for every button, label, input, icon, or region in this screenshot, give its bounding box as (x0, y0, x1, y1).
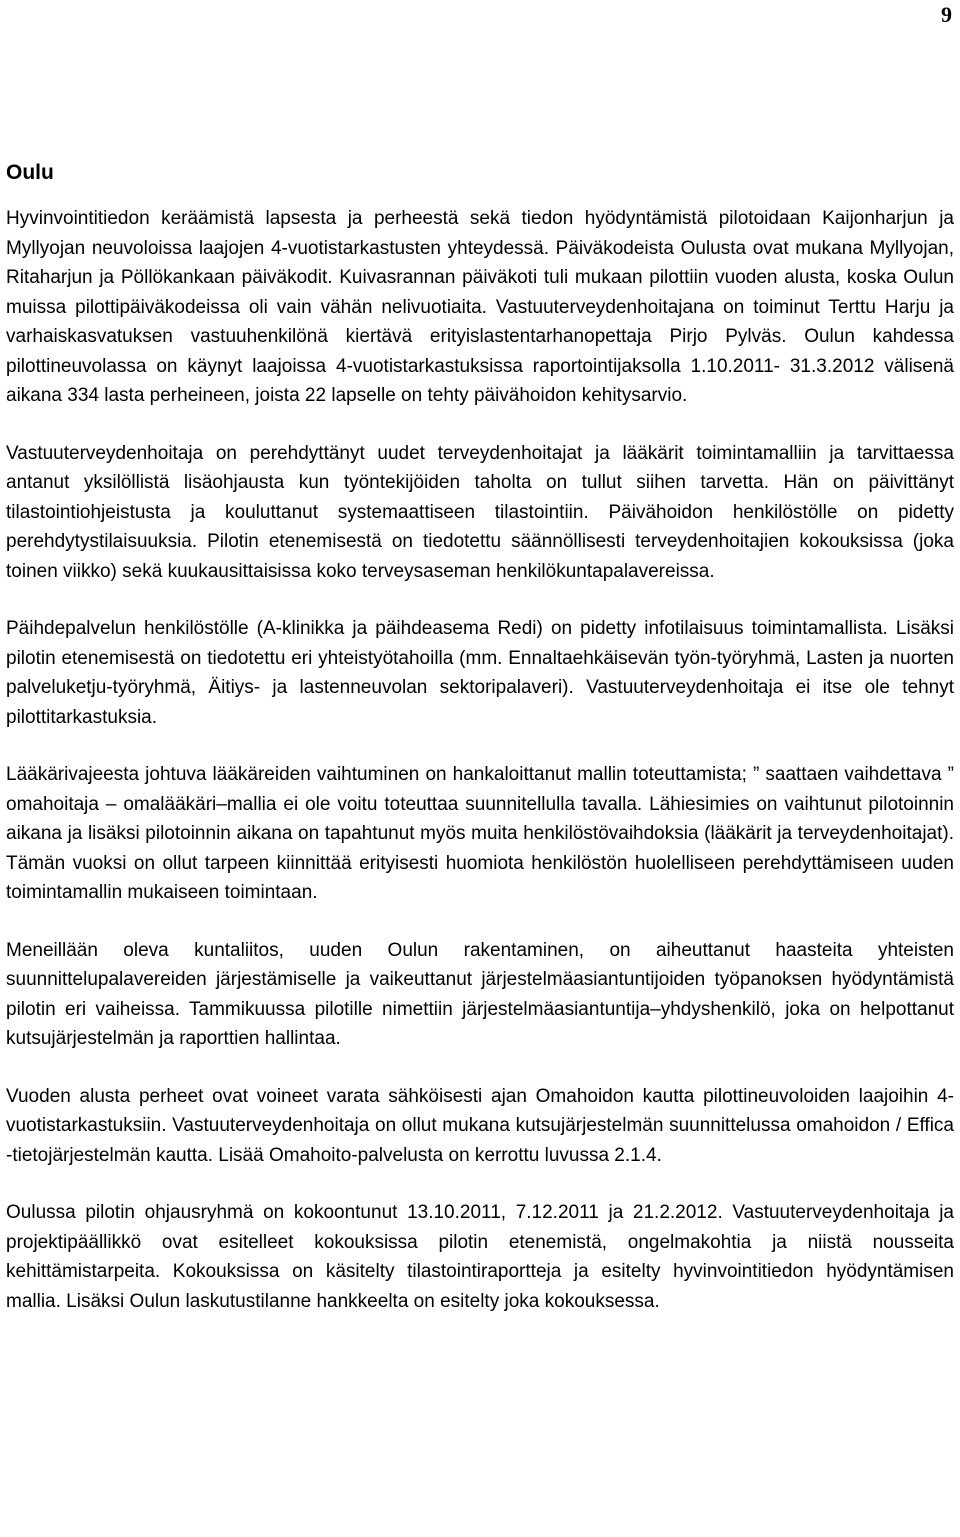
document-body (6, 158, 954, 1316)
paragraph-4: Lääkärivajeesta johtuva lääkäreiden vaihtuminen on hankaloittanut mallin toteuttamista; ” saattaen vaihdettava ” omahoitaja – omalääkäri–mallia ei ole voitu toteuttaa suunnitellulla tavalla. Lähiesimies on vaihtunut pilotoinnin aikana ja lisäksi pilotoinnin aikana on tapahtunut myös muita henkilöstövaihdoksia (lääkärit ja terveydenhoitajat). Tämän vuoksi on ollut tarpeen kiinnittää erityisesti huomiota henkilöstön huolelliseen perehdyttämiseen uuden toimintamallin mukaiseen toimintaan. (6, 764, 954, 903)
paragraph-6: Vuoden alusta perheet ovat voineet varata sähköisesti ajan Omahoidon kautta pilottineuvoloiden laajoihin 4-vuotistarkastuksiin. Vastuuterveydenhoitaja on ollut mukana kutsujärjestelmän suunnittelussa omahoidon / Effica -tietojärjestelmän kautta. Lisää Omahoito-palvelusta on kerrottu luvussa 2.1.4. (6, 1085, 954, 1166)
paragraph-5: Meneillään oleva kuntaliitos, uuden Oulun rakentaminen, on aiheuttanut haasteita yhteisten suunnittelupalavereiden järjestämiselle ja vaikeuttanut järjestelmäasiantuntijoiden työpanoksen hyödyntämistä pilotin eri vaiheissa. Tammikuussa pilotille nimettiin järjestelmäasiantuntija–yhdyshenkilö, joka on helpottanut kutsujärjestelmän ja raporttien hallintaa. (6, 939, 954, 1049)
paragraph-2: Vastuuterveydenhoitaja on perehdyttänyt uudet terveydenhoitajat ja lääkärit toimintamalliin ja tarvittaessa antanut yksilöllistä lisäohjausta kun työntekijöiden taholta on tullut siihen tarvetta. Hän on päivittänyt tilastointiohjeistusta ja kouluttanut systemaattiseen tilastointiin. Päivähoidon henkilöstölle on pidetty perehdytystilaisuuksia. Pilotin etenemisestä on tiedotettu säännöllisesti terveydenhoitajien kokouksissa (joka toinen viikko) sekä kuukausittaisissa koko terveysaseman henkilökuntapalavereissa. (6, 442, 954, 582)
page-number: 9 (941, 2, 952, 27)
section-heading: Oulu (6, 161, 54, 184)
paragraph-1: Hyvinvointitiedon keräämistä lapsesta ja perheestä sekä tiedon hyödyntämistä pilotoidaan Kaijonharjun ja Myllyojan neuvoloissa laajojen 4-vuotistarkastusten yhteydessä. Päiväkodeista Oulusta ovat mukana Myllyojan, Ritaharjun ja Pöllökankaan päiväkodit. Kuivasrannan päiväkoti tuli mukaan pilottiin vuoden alusta, koska Oulun muissa pilottipäiväkodeissa oli vain vähän nelivuotiaita. Vastuuterveydenhoitajana on toiminut Terttu Harju ja varhaiskasvatuksen vastuuhenkilönä kiertävä erityislastentarhanopettaja Pirjo Pylväs. Oulun kahdessa pilottineuvolassa on käynyt laajoissa 4-vuotistarkastuksissa raportointijaksolla 1.10.2011- 31.3.2012 välisenä aikana 334 lasta perheineen, joista 22 lapselle on tehty päivähoidon kehitysarvio. (6, 208, 954, 406)
paragraph-7: Oulussa pilotin ohjausryhmä on kokoontunut 13.10.2011, 7.12.2011 ja 21.2.2012. Vastuuterveydenhoitaja ja projektipäällikkö ovat esitelleet kokouksissa pilotin etenemistä, ongelmakohtia ja niistä nousseita kehittämistarpeita. Kokouksissa on käsitelty tilastointiraportteja ja esitelty hyvinvointitiedon hyödyntämisen mallia. Lisäksi Oulun laskutustilanne hankkeelta on esitelty joka kokouksessa. (6, 1202, 954, 1312)
paragraph-3: Päihdepalvelun henkilöstölle (A-klinikka ja päihdeasema Redi) on pidetty infotilaisuus toimintamallista. Lisäksi pilotin etenemisestä on tiedotettu eri yhteistyötahoilla (mm. Ennaltaehkäisevän työn-työryhmä, Lasten ja nuorten palveluketju-työryhmä, Äitiys- ja lastenneuvolan sektoripalaveri). Vastuuterveydenhoitaja ei itse ole tehnyt pilottitarkastuksia. (6, 618, 954, 728)
